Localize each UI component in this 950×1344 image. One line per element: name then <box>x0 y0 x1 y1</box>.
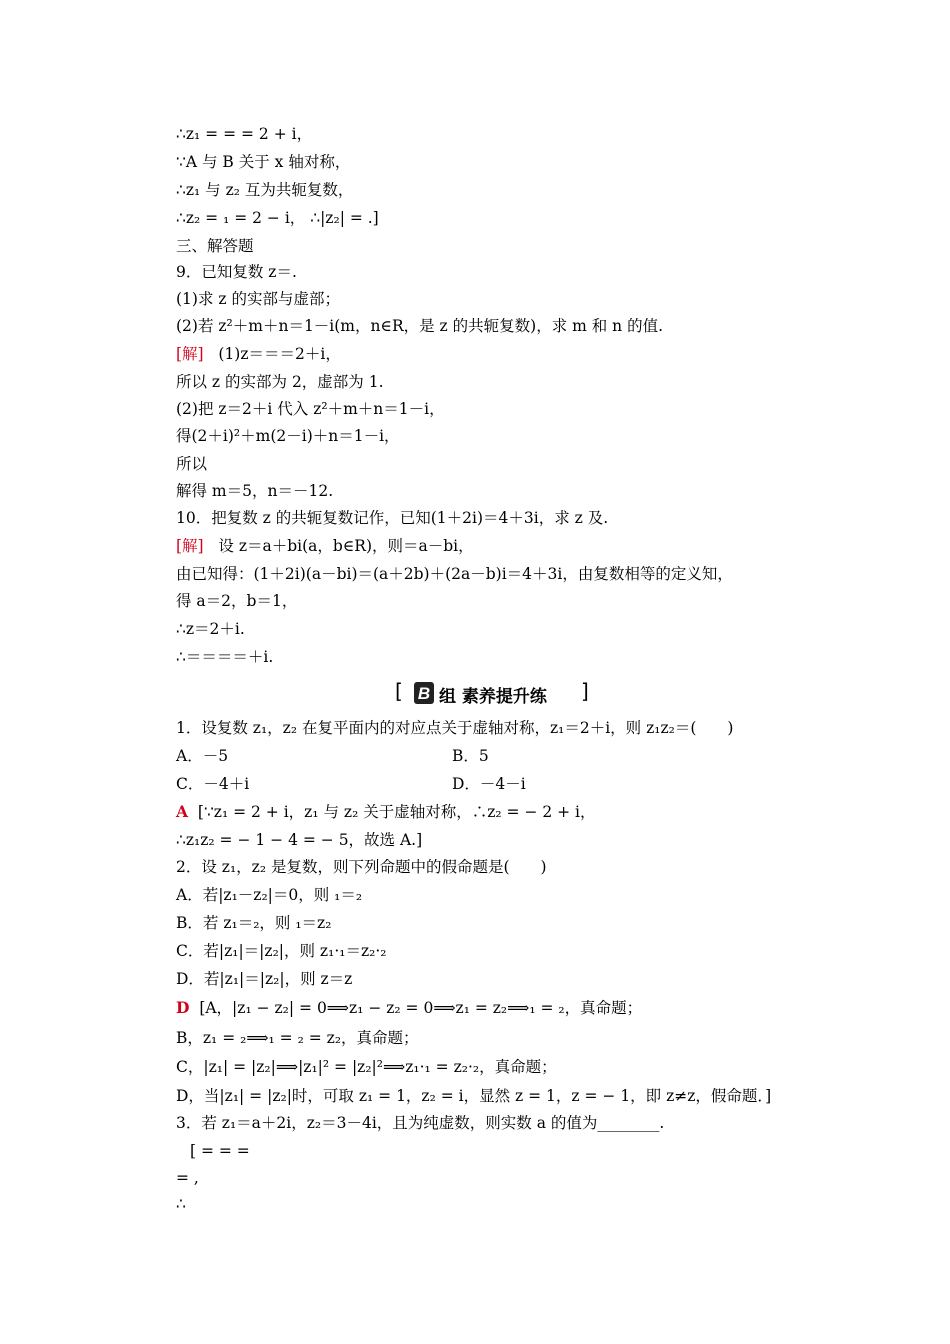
text-line: 得(2＋i)²＋m(2－i)＋n＝1－i， <box>176 427 400 445</box>
solution-line <box>176 536 474 556</box>
question-2: 2．设 z₁，z₂ 是复数，则下列命题中的假命题是( ) <box>176 858 547 876</box>
question-3: 3．若 z₁＝a＋2i，z₂＝3－4i，且为纯虚数，则实数 a 的值为________. <box>176 1114 665 1132</box>
text-line: 解得 m＝5，n＝－12. <box>176 482 334 500</box>
question-9: 9．已知复数 z＝. <box>176 263 297 281</box>
text-line: (2)把 z＝2＋i 代入 z²＋m＋n＝1－i， <box>176 400 445 418</box>
section-heading: 三、解答题 <box>176 237 254 255</box>
text-line: 所以 z 的实部为 2，虚部为 1. <box>176 373 384 391</box>
text-line: ∵A 与 B 关于 x 轴对称， <box>176 153 351 171</box>
text-line: ∴z＝2＋i. <box>176 620 245 638</box>
text-line: ∴z₁z₂ = − 1 − 4 = − 5，故选 A.] <box>176 831 423 849</box>
text-line: [ = = = <box>190 1142 250 1160</box>
option-d: D．－4－i <box>452 775 526 793</box>
option-c: C．－4＋i <box>176 775 250 793</box>
text-line: D，当|z₁| = |z₂|时，可取 z₁ = 1，z₂ = i，显然 z = 1，z = − 1，即 z≠z，假命题．] <box>176 1087 772 1105</box>
text-line: C，|z₁| = |z₂|⟹|z₁|² = |z₂|²⟹z₁·₁ = z₂·₂，真命题； <box>176 1058 557 1076</box>
option-b: B．5 <box>452 747 489 765</box>
text-line: ∴z₁ = = = 2 + i， <box>176 125 313 143</box>
answer-text: [∵z₁ = 2 + i，z₁ 与 z₂ 关于虚轴对称，∴z₂ = − 2 + i， <box>197 803 596 821</box>
section-b-title: 组 素养提升练 <box>439 687 547 707</box>
text-line: = , <box>176 1169 199 1187</box>
solution-text: 设 z＝a＋bi(a，b∈R)，则＝a－bi， <box>218 537 474 555</box>
question-10: 10．把复数 z 的共轭复数记作，已知(1＋2i)＝4＋3i，求 z 及. <box>176 509 609 527</box>
solution-text: (1)z＝＝＝2＋i， <box>218 345 341 363</box>
text-line: B，z₁ = ₂⟹₁ = ₂ = z₂，真命题； <box>176 1029 419 1047</box>
text-line: ∴z₂ = ₁ = 2 − i， ∴|z₂| = .] <box>176 209 379 227</box>
solution-tag: [解] <box>176 537 204 555</box>
text-line: (2)若 z²＋m＋n＝1－i(m，n∈R，是 z 的共轭复数)，求 m 和 n 的值. <box>176 317 664 335</box>
option-d: D．若|z₁|＝|z₂|，则 z＝z <box>176 970 353 988</box>
text-line: ∴ <box>176 1195 186 1213</box>
solution-tag: [解] <box>176 345 204 363</box>
answer-line <box>176 998 642 1018</box>
section-b-header <box>395 680 595 708</box>
answer-letter: D <box>176 998 190 1017</box>
text-line: ∴z₁ 与 z₂ 互为共轭复数， <box>176 181 354 199</box>
answer-text: [A，|z₁ − z₂| = 0⟹z₁ − z₂ = 0⟹z₁ = z₂⟹₁ = ₂，真命题； <box>199 999 643 1017</box>
b-group-icon <box>413 681 435 705</box>
left-bracket: [ <box>395 679 403 703</box>
right-bracket: ] <box>581 679 589 703</box>
question-1: 1．设复数 z₁，z₂ 在复平面内的对应点关于虚轴对称，z₁＝2＋i，则 z₁z₂＝( ) <box>176 719 734 737</box>
answer-line <box>176 802 596 822</box>
text-line: 所以 <box>176 455 208 473</box>
option-c: C．若|z₁|＝|z₂|，则 z₁·₁＝z₂·₂ <box>176 942 387 960</box>
text-line: 得 a＝2，b＝1， <box>176 592 298 610</box>
solution-line <box>176 344 341 364</box>
option-a: A．若|z₁－z₂|＝0，则 ₁＝₂ <box>176 886 363 904</box>
option-b: B．若 z₁＝₂，则 ₁＝z₂ <box>176 914 332 932</box>
text-line: 由已知得：(1＋2i)(a－bi)＝(a＋2b)＋(2a－b)i＝4＋3i，由复数相等的定义知， <box>176 565 733 583</box>
option-row <box>176 746 228 766</box>
answer-letter: A <box>176 802 189 821</box>
text-line: ∴＝＝＝＝＋i. <box>176 648 274 666</box>
option-a: A．－5 <box>176 747 229 765</box>
option-row <box>176 774 249 794</box>
text-line: (1)求 z 的实部与虚部； <box>176 290 340 308</box>
b-mark-text: B <box>417 684 431 703</box>
